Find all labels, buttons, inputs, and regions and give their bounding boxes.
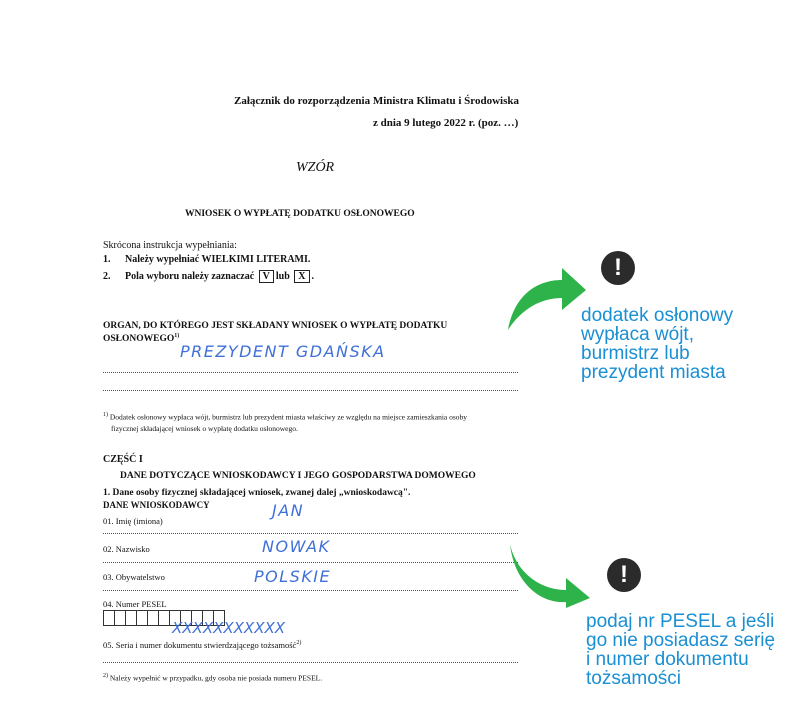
footnote-ref-2: 2): [296, 640, 302, 647]
instruction-item-1-number: 1.: [103, 254, 111, 265]
field-03-dotted-line: [103, 590, 518, 591]
annex-line-2: z dnia 9 lutego 2022 r. (poz. …): [373, 117, 519, 129]
field-02-label: 02. Nazwisko: [103, 544, 150, 554]
curved-arrow-icon: [504, 538, 596, 610]
note-2-line: tożsamości: [586, 668, 682, 689]
instruction-item-1-text: Należy wypełniać WIELKIMI LITERAMI.: [125, 254, 311, 265]
instruction-item-2-end: .: [311, 271, 315, 282]
instruction-item-1: [103, 254, 310, 265]
field-04-label: 04. Numer PESEL: [103, 599, 167, 609]
exclamation-icon: !: [607, 558, 641, 592]
organ-heading-text: OSŁONOWEGO: [103, 334, 175, 345]
footnote-2: [103, 673, 322, 683]
curved-arrow-icon: [500, 258, 590, 338]
annex-line-1: Załącznik do rozporządzenia Ministra Klimatu i Środowiska: [234, 95, 519, 107]
field-03-label: 03. Obywatelstwo: [103, 572, 165, 582]
field-01-value[interactable]: JAN: [272, 501, 305, 520]
note-2-line: go nie posiadasz serię: [586, 630, 776, 651]
field-01-label: 01. Imię (imiona): [103, 516, 163, 526]
footnote-ref-1: 1): [174, 333, 180, 339]
field-05-label: [103, 640, 301, 650]
note-2-line: podaj nr PESEL a jeśli: [586, 611, 775, 632]
subsection-title: 1. Dane osoby fizycznej składającej wniosek, zwanej dalej „wnioskodawcą".: [103, 488, 411, 498]
form-title: WNIOSEK O WYPŁATĘ DODATKU OSŁONOWEGO: [185, 209, 415, 219]
note-1-line: burmistrz lub: [581, 343, 690, 364]
field-03-value[interactable]: POLSKIE: [254, 567, 332, 586]
lub-text: lub: [275, 271, 290, 282]
instruction-item-2-text: Pola wyboru należy zaznaczać: [125, 271, 255, 282]
field-05-label-text: 05. Seria i numer dokumentu stwierdzającego tożsamość: [103, 640, 297, 650]
organ-heading-line-2: [103, 333, 179, 344]
field-02-dotted-line: [103, 562, 518, 563]
instructions-heading: Skrócona instrukcja wypełniania:: [103, 240, 237, 251]
field-01-dotted-line: [103, 533, 518, 534]
note-1: [581, 306, 733, 382]
organ-dotted-line-1: [103, 372, 518, 373]
organ-dotted-line-2: [103, 390, 518, 391]
field-02-value[interactable]: NOWAK: [262, 537, 331, 556]
checkbox-x-example: X: [294, 270, 309, 283]
instruction-item-2-number: 2.: [103, 271, 111, 282]
section-title: DANE DOTYCZĄCE WNIOSKODAWCY I JEGO GOSPODARSTWA DOMOWEGO: [120, 471, 476, 481]
note-1-line: wypłaca wójt,: [581, 324, 694, 345]
field-05-dotted-line[interactable]: [103, 662, 518, 663]
wzor-label: WZÓR: [296, 160, 335, 175]
footnote-1-number: 1): [103, 412, 108, 418]
footnote-1-text: Dodatek osłonowy wypłaca wójt, burmistrz lub prezydent miasta właściwy ze względu na miejsce zamieszkania osoby: [109, 412, 468, 422]
footnote-2-number: 2): [103, 673, 108, 679]
footnote-1-line-1: [103, 412, 467, 422]
note-2-line: i numer dokumentu: [586, 649, 749, 670]
organ-handwritten-value[interactable]: PREZYDENT GDAŃSKA: [180, 342, 386, 361]
instruction-item-2: [103, 270, 314, 283]
note-1-line: dodatek osłonowy: [581, 305, 734, 326]
footnote-1-line-2: fizycznej składającej wniosek o wypłatę dodatku osłonowego.: [111, 424, 298, 433]
note-2: [586, 612, 775, 688]
part-title: CZĘŚĆ I: [103, 454, 143, 465]
field-04-value[interactable]: XXXXXXXXXXX: [172, 619, 286, 637]
data-heading: DANE WNIOSKODAWCY: [103, 500, 210, 510]
note-1-line: prezydent miasta: [581, 362, 726, 383]
checkbox-v-example: V: [259, 270, 274, 283]
footnote-2-text: Należy wypełnić w przypadku, gdy osoba nie posiada numeru PESEL.: [109, 673, 323, 683]
exclamation-icon: !: [601, 251, 635, 285]
organ-heading-line-1: ORGAN, DO KTÓREGO JEST SKŁADANY WNIOSEK O WYPŁATĘ DODATKU: [103, 321, 448, 331]
